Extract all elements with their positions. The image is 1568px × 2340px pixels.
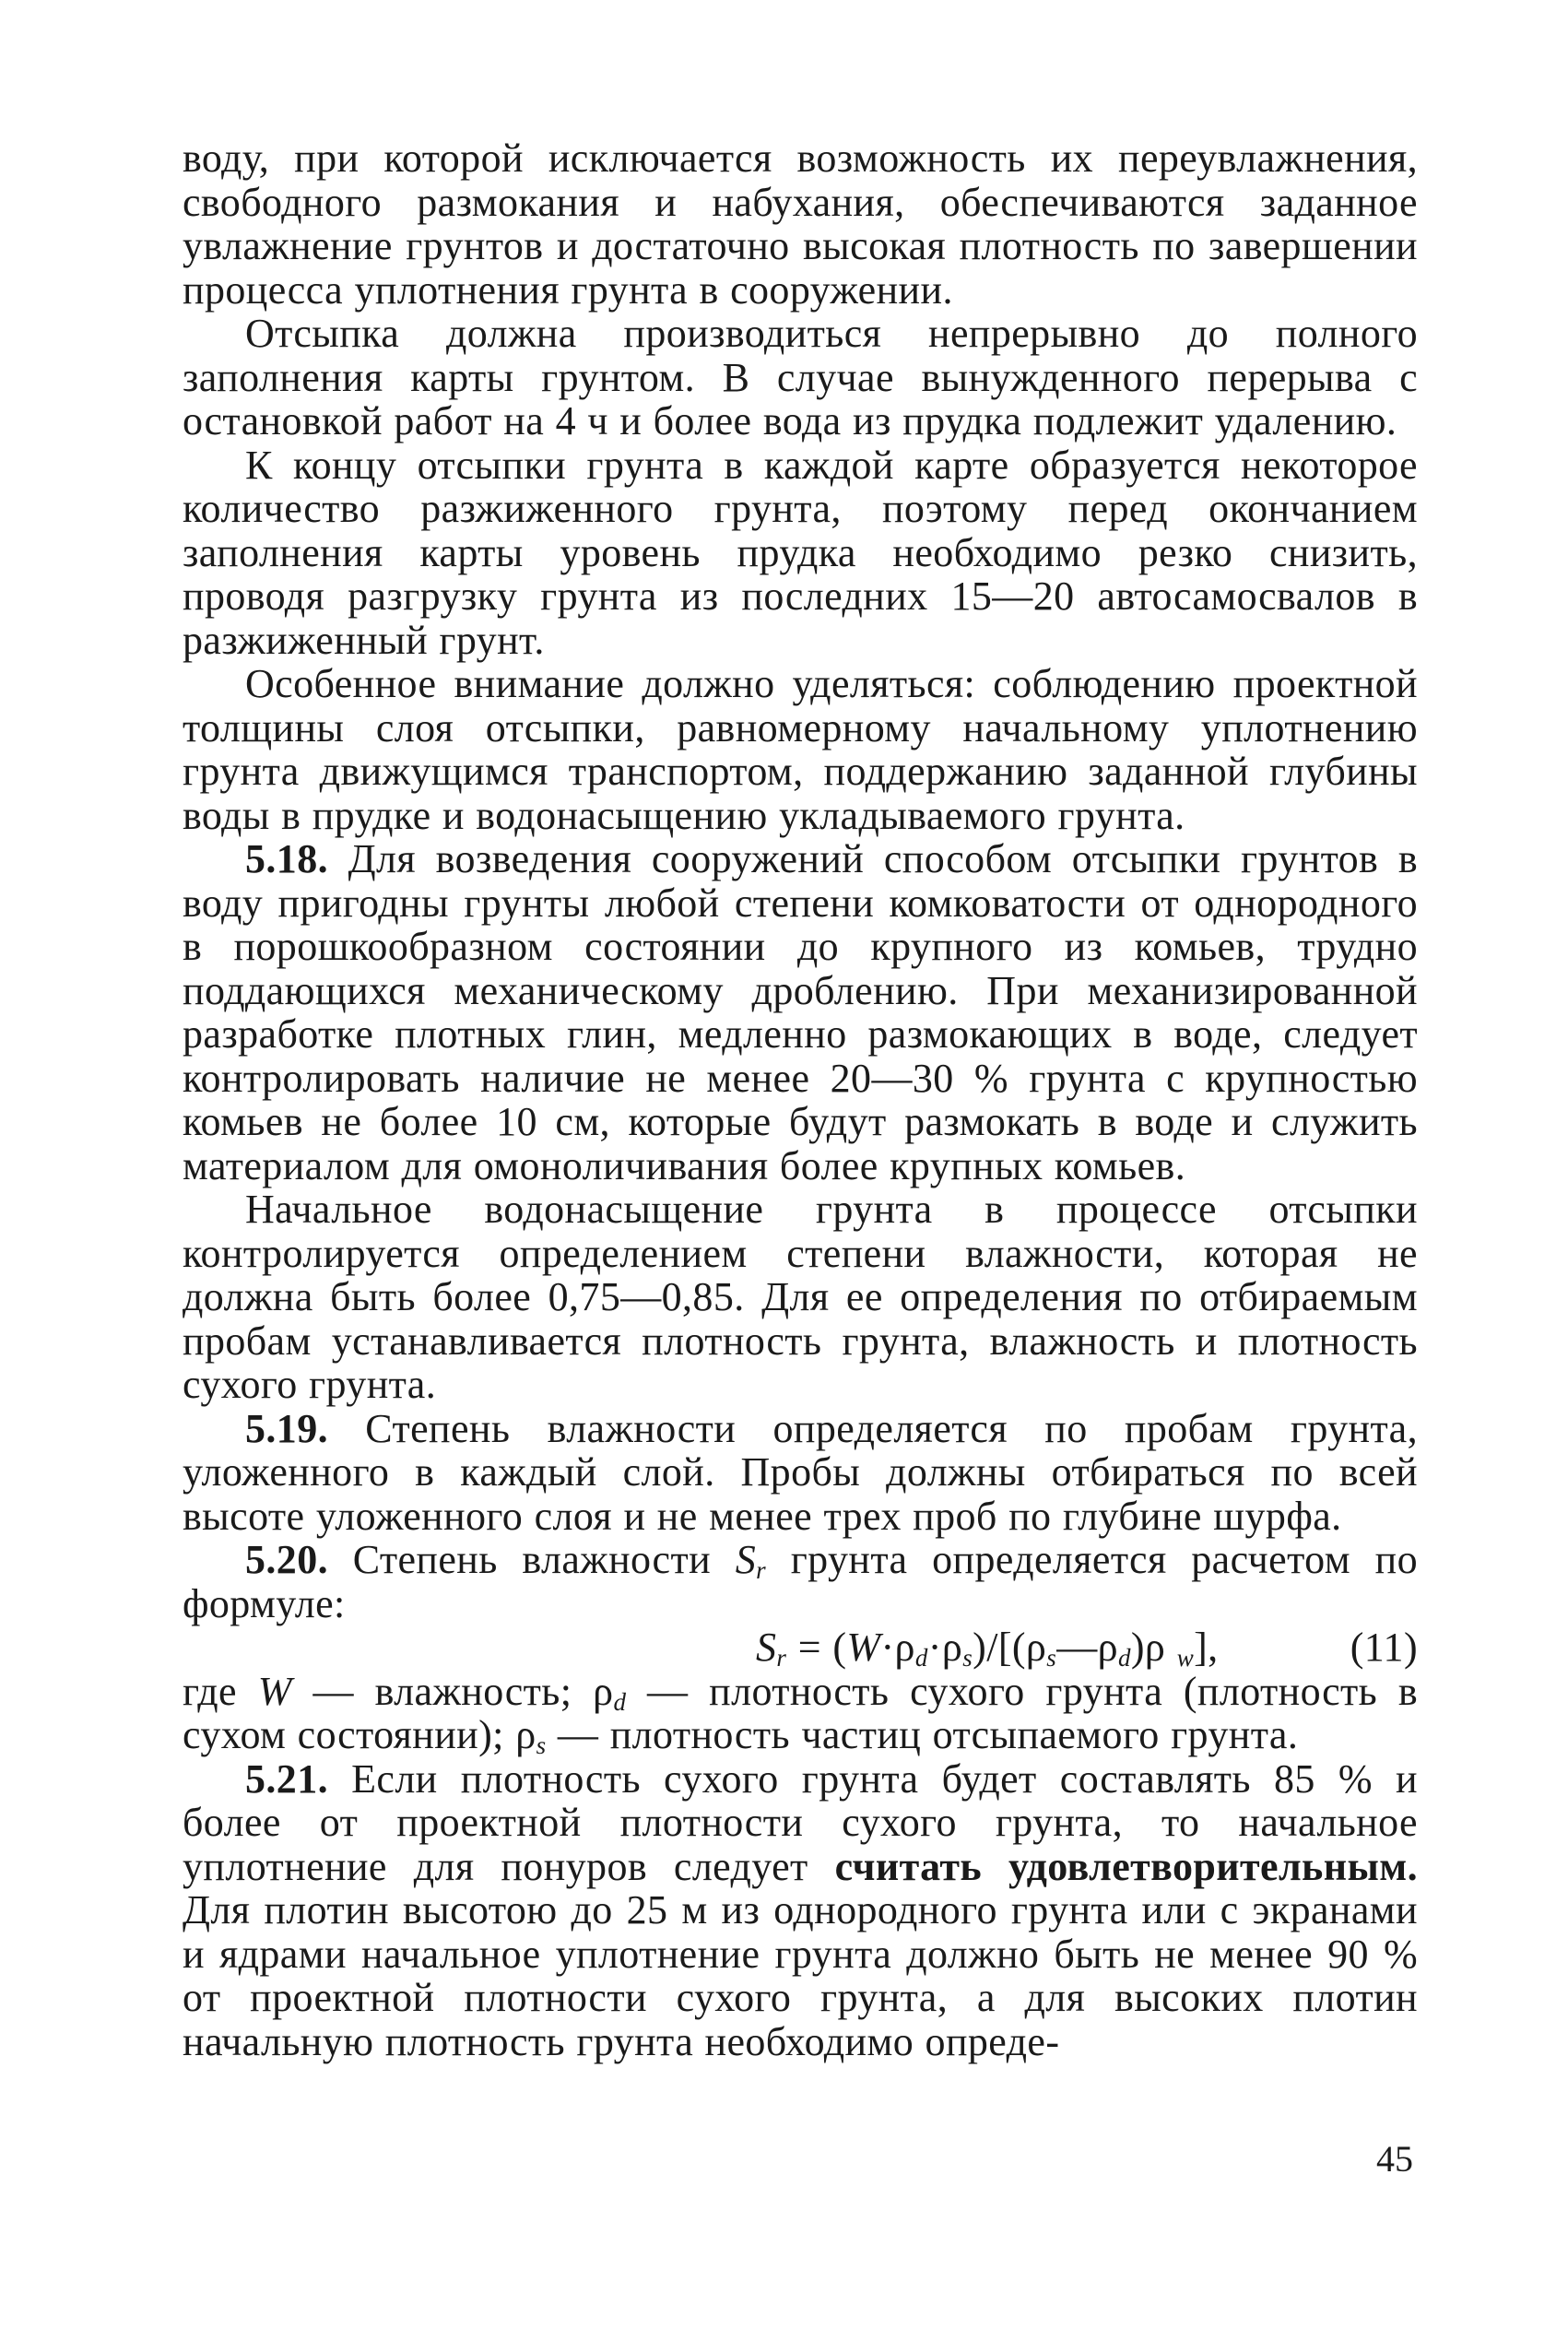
paragraph-initial-saturation: Начальное водонасыщение грунта в процессе отсыпки контролируется определением степени влажности, которая не должна быть более 0,75—0,85. Для ее определения по отбираемым пробам устанавливается плотность грунта, влажность и плотность сухого грунта. bbox=[183, 1187, 1418, 1407]
paragraph-filling: Отсыпка должна производиться непрерывно до полного заполнения карты грунтом. В случае вынужденного перерыва с остановкой работ на 4 ч и более вода из прудка подлежит удалению. bbox=[183, 311, 1418, 443]
section-text: Для возведения сооружений способом отсыпки грунтов в воду пригодны грунты любой степени комковатости от однородного в порошкообразном состоянии до крупного из комьев, трудно поддающихся механическому дроблению. При механизированной разработке плотных глин, медленно размокающих в воде, следует контролировать наличие не менее 20—30 % грунта с крупностью комьев не более 10 см, которые будут размокать в воде и служить материалом для омоноличивания более крупных комьев. bbox=[183, 836, 1418, 1188]
formula-mid: )/[(ρ bbox=[973, 1625, 1047, 1670]
section-5-20 bbox=[183, 1538, 1418, 1625]
body-text bbox=[183, 136, 1418, 2063]
formula-rho-w: )ρ bbox=[1130, 1625, 1177, 1670]
symbol-s: S bbox=[735, 1537, 757, 1582]
page-number: 45 bbox=[1376, 2138, 1413, 2180]
formula-11 bbox=[756, 1625, 1219, 1670]
section-text: Степень влажности определяется по пробам грунта, уложенного в каждый слой. Пробы должны отбираться по всей высоте уложенного слоя и не менее трех проб по глубине шурфа. bbox=[183, 1405, 1418, 1539]
section-number: 5.20. bbox=[245, 1537, 328, 1582]
section-number: 5.18. bbox=[245, 836, 328, 881]
formula-sub-d2: d bbox=[1117, 1644, 1131, 1672]
paragraph-continuation: воду, при которой исключается возможность их переувлажнения, свободного размокания и набухания, обеспечиваются заданное увлажнение грунтов и достаточно высокая плотность по завершении процесса уплотнения грунта в сооружении. bbox=[183, 136, 1418, 313]
section-5-19 bbox=[183, 1407, 1418, 1539]
formula-w: W bbox=[846, 1625, 881, 1670]
legend-rho-s-desc: — плотность частиц отсыпаемого грунта. bbox=[546, 1712, 1299, 1757]
legend-rho-d-desc: — плотность сухого грунта (плотность в сухом состоянии); bbox=[183, 1668, 1418, 1757]
equation-number: (11) bbox=[1350, 1625, 1418, 1670]
paragraph-attention: Особенное внимание должно уделяться: соблюдению проектной толщины слоя отсыпки, равномерному начальному уплотнению грунта движущимся транспортом, поддержанию заданной глубины воды в прудке и водонасыщению укладываемого грунта. bbox=[183, 661, 1418, 838]
legend-rho-d-sub: d bbox=[613, 1687, 627, 1716]
legend-w-desc: — влажность; bbox=[291, 1668, 572, 1714]
legend-w-symbol: W bbox=[257, 1668, 292, 1714]
formula-sub-d: d bbox=[914, 1644, 928, 1672]
formula-lhs-sub: r bbox=[776, 1644, 787, 1672]
symbol-s-subscript: r bbox=[756, 1556, 767, 1584]
section-text-after: грунта определяется расчетом по формуле: bbox=[183, 1537, 1418, 1626]
formula-line bbox=[183, 1625, 1418, 1670]
paragraph-liquefied-soil: К концу отсыпки грунта в каждой карте образуется некоторое количество разжиженного грунта, поэтому перед окончанием заполнения карты уровень прудка необходимо резко снизить, проводя разгрузку грунта из последних 15—20 автосамосвалов в разжиженный грунт. bbox=[183, 442, 1418, 663]
section-5-18 bbox=[183, 837, 1418, 1188]
formula-eq: = ( bbox=[786, 1625, 847, 1670]
formula-rho-s: ·ρ bbox=[927, 1625, 963, 1670]
legend-prefix: где bbox=[183, 1668, 237, 1714]
legend-rho-d-symbol: ρ bbox=[593, 1668, 614, 1714]
formula-sub-w: w bbox=[1176, 1644, 1195, 1672]
formula-lhs-symbol: S bbox=[756, 1625, 777, 1670]
formula-end: ], bbox=[1194, 1625, 1219, 1670]
formula-minus-rho-d: —ρ bbox=[1056, 1625, 1118, 1670]
section-text-end: Для плотин высотою до 25 м из однородного грунта или с экранами и ядрами начальное уплотнение грунта должно быть не менее 90 % от проектной плотности сухого грунта, а для высоких плотин начальную плотность грунта необходимо опреде- bbox=[183, 1887, 1418, 2064]
legend-rho-s-sub: s bbox=[536, 1731, 547, 1759]
legend-rho-s-symbol: ρ bbox=[515, 1712, 536, 1757]
formula-sub-s: s bbox=[962, 1644, 973, 1672]
formula-legend bbox=[183, 1670, 1418, 1757]
section-number: 5.19. bbox=[245, 1405, 328, 1451]
section-number: 5.21. bbox=[245, 1755, 328, 1802]
formula-rho-d: ·ρ bbox=[880, 1625, 915, 1670]
formula-sub-s2: s bbox=[1046, 1644, 1057, 1672]
section-text-start: Если плотность сухого грунта будет составлять 85 % и более от проектной плотности сухого грунта, то начальное уплотнение для понуров следует bbox=[183, 1755, 1419, 1889]
section-text-emphasis: считать удовлетворительным. bbox=[834, 1843, 1419, 1889]
section-5-21 bbox=[183, 1757, 1418, 2064]
section-text-before: Степень влажности bbox=[352, 1537, 712, 1582]
